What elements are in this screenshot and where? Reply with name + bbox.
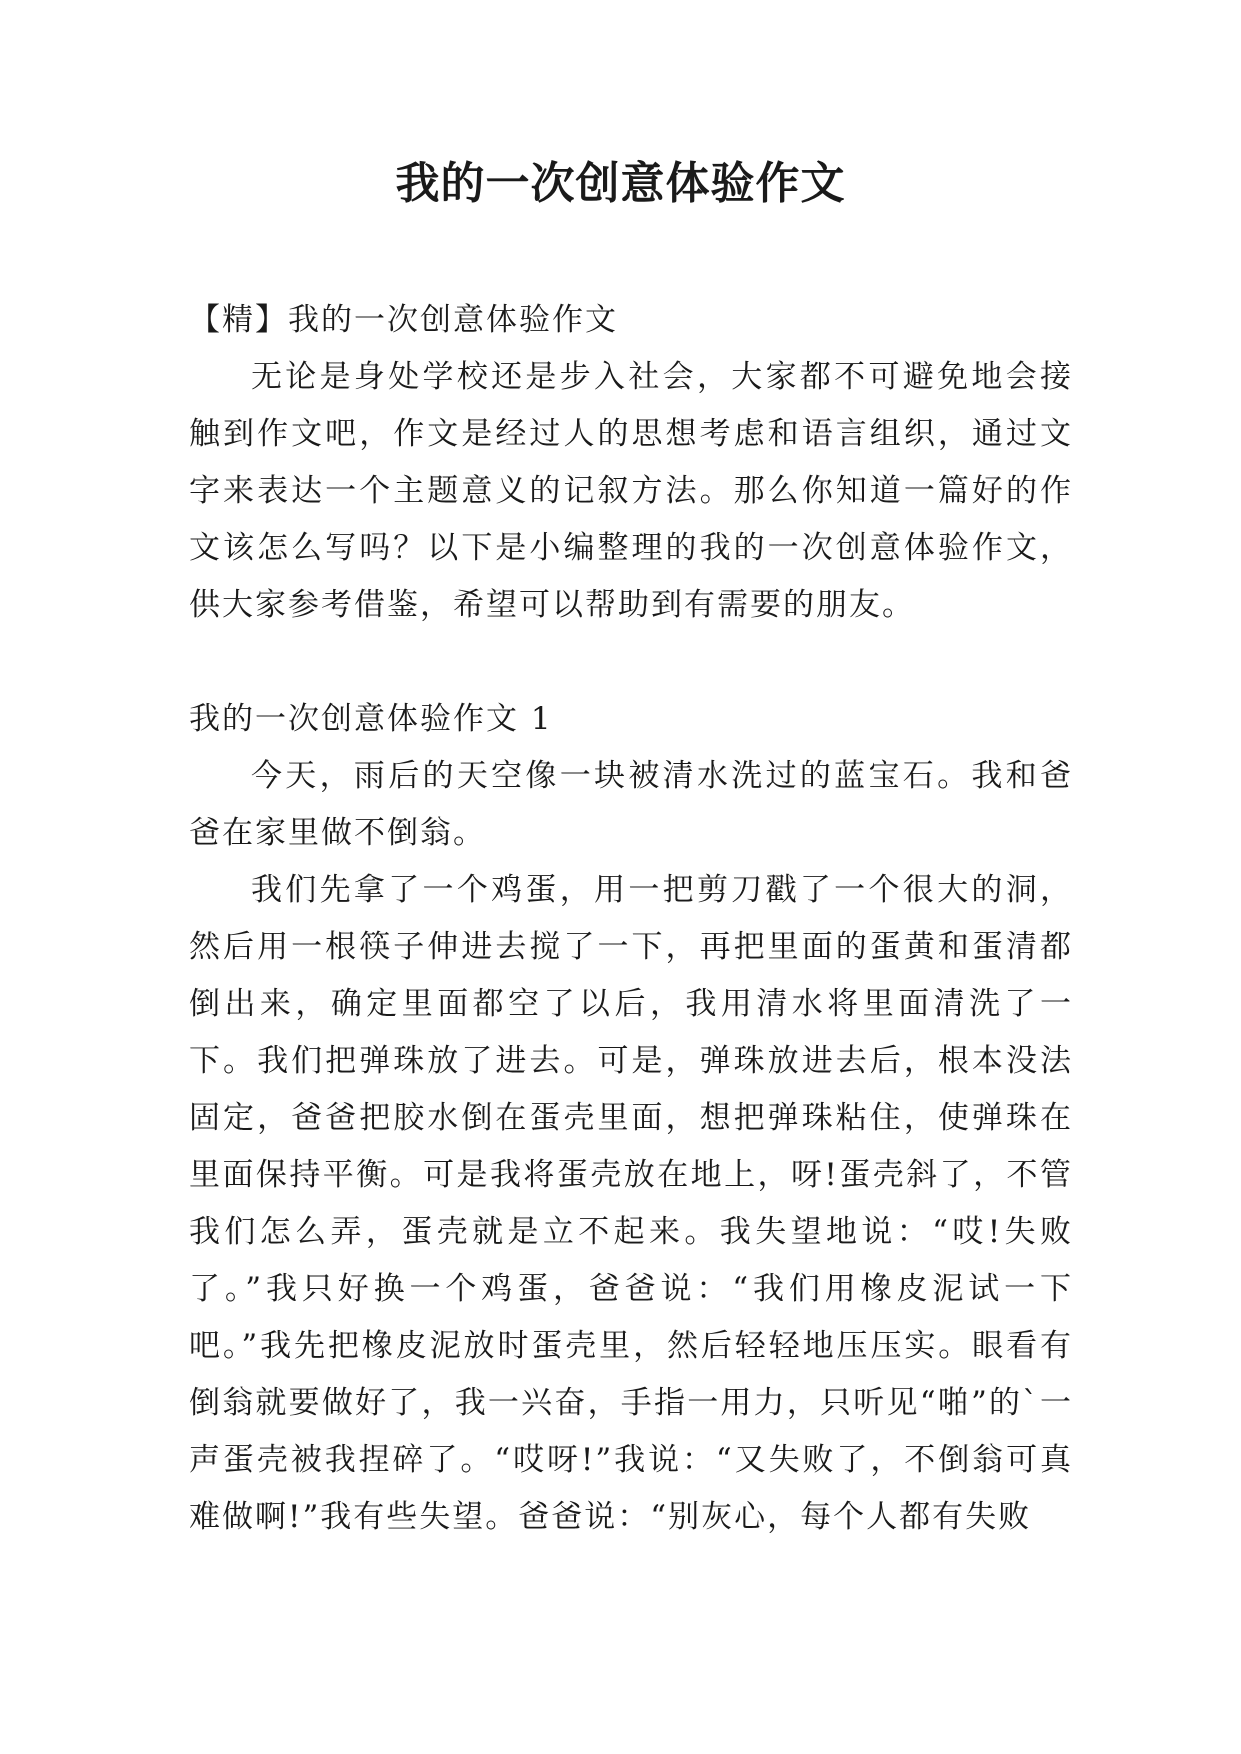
section-spacer — [189, 634, 1073, 691]
section-heading: 我的一次创意体验作文 1 — [189, 701, 553, 737]
document-subtitle: 【精】我的一次创意体验作文 — [189, 302, 618, 338]
intro-paragraph: 无论是身处学校还是步入社会，大家都不可避免地会接触到作文吧，作文是经过人的思想考虑和语言组织，通过文字来表达一个主题意义的记叙方法。那么你知道一篇好的作文该怎么写吗？以下是小编整理的我的一次创意体验作文，供大家参考借鉴，希望可以帮助到有需要的朋友。 — [189, 359, 1073, 623]
essay-paragraph-1: 今天，雨后的天空像一块被清水洗过的蓝宝石。我和爸爸在家里做不倒翁。 — [189, 758, 1073, 851]
document-body — [189, 292, 1073, 1546]
document-title: 我的一次创意体验作文 — [395, 158, 846, 209]
essay-paragraph-2: 我们先拿了一个鸡蛋，用一把剪刀戳了一个很大的洞，然后用一根筷子伸进去搅了一下，再把里面的蛋黄和蛋清都倒出来，确定里面都空了以后，我用清水将里面清洗了一下。我们把弹珠放了进去。可是，弹珠放进去后，根本没法固定，爸爸把胶水倒在蛋壳里面，想把弹珠粘住，使弹珠在里面保持平衡。可是我将蛋壳放在地上，呀!蛋壳斜了，不管我们怎么弄，蛋壳就是立不起来。我失望地说：“哎!失败了。”我只好换一个鸡蛋，爸爸说：“我们用橡皮泥试一下吧。”我先把橡皮泥放时蛋壳里，然后轻轻地压压实。眼看有倒翁就要做好了，我一兴奋，手指一用力，只听见“啪”的`一声蛋壳被我捏碎了。“哎呀!”我说：“又失败了，不倒翁可真难做啊!”我有些失望。爸爸说：“别灰心，每个人都有失败 — [189, 872, 1073, 1535]
